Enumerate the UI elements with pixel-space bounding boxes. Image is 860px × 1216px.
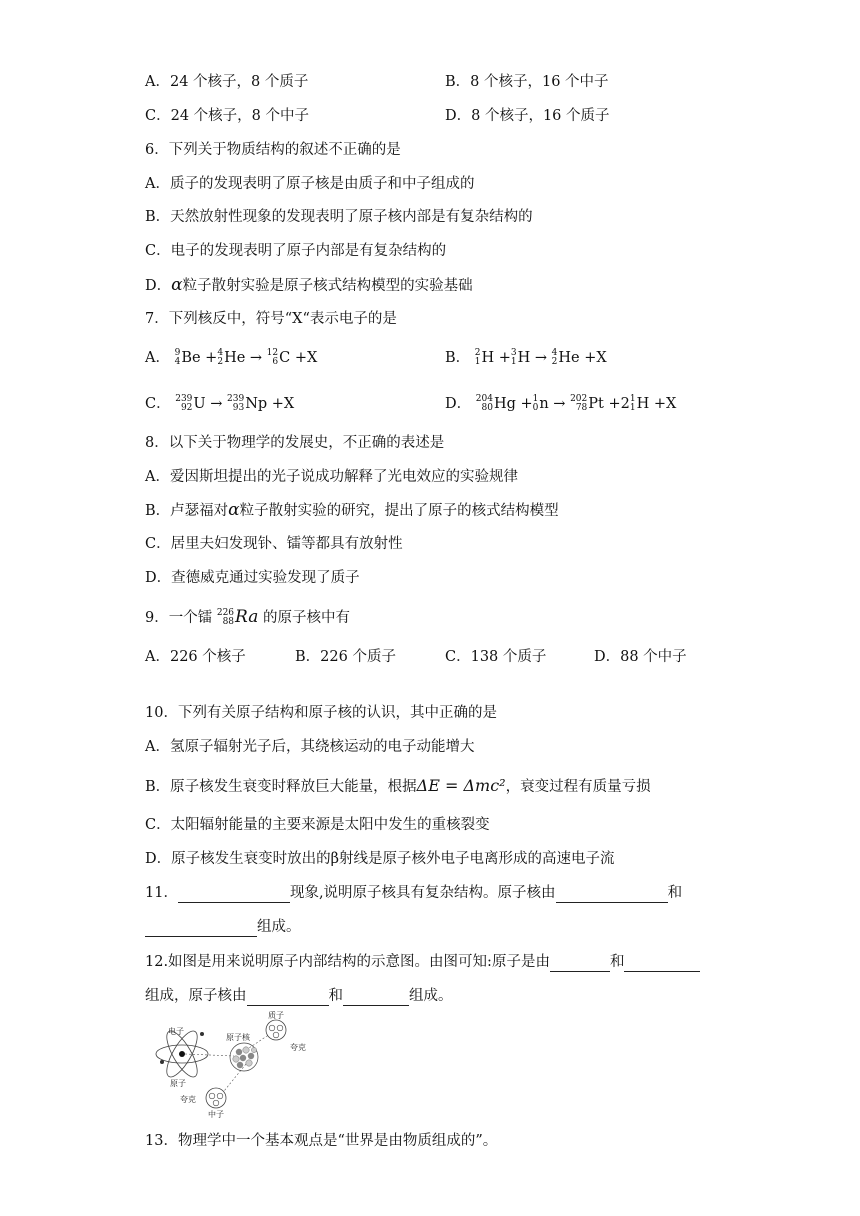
q8-option-c: C．居里夫妇发现钋、镭等都具有放射性 (145, 536, 403, 552)
mass-energy-formula: ΔE = Δmc² (416, 776, 506, 795)
q9-stem (145, 607, 350, 628)
label-nucleus: 原子核 (226, 1033, 250, 1042)
answer-blank[interactable] (550, 957, 610, 972)
q7-option-c (145, 394, 294, 414)
answer-blank[interactable] (556, 888, 668, 903)
q10-option-a: A．氢原子辐射光子后，其绕核运动的电子动能增大 (145, 739, 475, 755)
q5-option-b: B．8 个核子，16 个中子 (445, 74, 609, 90)
q11-line2 (145, 917, 301, 937)
q7-option-c-label: C． (145, 396, 171, 412)
q9-option-b: B．226 个质子 (295, 649, 396, 665)
q7-option-a (145, 348, 317, 368)
q12-text1: 12.如图是用来说明原子内部结构的示意图。由图可知:原子是由 (145, 954, 550, 970)
q9-stem-prefix: 9．一个镭 (145, 610, 213, 626)
q11-number: 11． (145, 885, 178, 901)
q7-option-a-label: A． (145, 350, 170, 366)
proton (266, 1020, 286, 1040)
q12-text4: 和 (328, 988, 343, 1004)
q11-text1: 现象,说明原子核具有复杂结构。原子核由 (289, 885, 556, 901)
alpha-symbol: α (228, 500, 240, 520)
q7-option-d-label: D． (445, 396, 472, 412)
q8-option-b-label: B．卢瑟福对 (145, 503, 229, 519)
label-atom: 原子 (170, 1079, 186, 1088)
q7-option-a-equation: 9 4 Be + 4 2 He → 12 6 C +X (174, 348, 318, 367)
q7-option-d (445, 394, 676, 414)
q8-stem: 8．以下关于物理学的发展史，不正确的表述是 (145, 435, 445, 451)
q8-option-a: A．爱因斯坦提出的光子说成功解释了光电效应的实验规律 (145, 469, 518, 485)
q6-option-a: A．质子的发现表明了原子核是由质子和中子组成的 (145, 176, 475, 192)
alpha-symbol: α (171, 275, 183, 295)
q10-option-b (145, 776, 651, 797)
q5-option-a: A．24 个核子，8 个质子 (145, 74, 309, 90)
q9-option-a: A．226 个核子 (145, 649, 246, 665)
label-quark: 夸克 (290, 1043, 306, 1052)
q10-option-b-prefix: B．原子核发生衰变时释放巨大能量，根据 (145, 779, 417, 795)
q6-stem: 6．下列关于物质结构的叙述不正确的是 (145, 142, 401, 158)
neutron (206, 1088, 226, 1108)
radium-mass-number: 226 (216, 608, 235, 618)
q10-option-c: C．太阳辐射能量的主要来源是太阳中发生的重核裂变 (145, 817, 490, 833)
answer-blank[interactable] (178, 888, 290, 903)
radium-symbol: Ra (235, 607, 259, 627)
q6-option-c: C．电子的发现表明了原子内部是有复杂结构的 (145, 243, 447, 259)
q12-text5: 组成。 (409, 988, 453, 1004)
nucleus (230, 1043, 258, 1071)
label-quark: 夸克 (180, 1095, 196, 1104)
q12-line1 (145, 952, 700, 972)
q9-option-d: D．88 个中子 (594, 649, 687, 665)
q9-stem-suffix: 的原子核中有 (262, 610, 350, 626)
q11-text2: 和 (667, 885, 683, 901)
q10-option-b-suffix: ，衰变过程有质量亏损 (505, 779, 651, 795)
q7-option-b-equation: 2 1 H + 3 1 H → 4 2 He +X (474, 348, 607, 367)
q7-option-b-label: B． (445, 350, 471, 366)
label-electron: 电子 (168, 1027, 184, 1036)
q7-option-d-equation: 204 80 Hg + 1 0 n → 202 78 Pt +2 1 1 H +X (475, 394, 677, 413)
q13-stem: 13．物理学中一个基本观点是“世界是由物质组成的”。 (145, 1133, 498, 1149)
q11-text3: 组成。 (257, 919, 301, 935)
q5-option-d: D．8 个核子，16 个质子 (445, 108, 610, 124)
answer-blank[interactable] (145, 922, 257, 937)
q7-stem: 7．下列核反中，符号“X“表示电子的是 (145, 311, 397, 327)
q8-option-b (145, 500, 559, 521)
q11-line1 (145, 883, 682, 903)
q6-option-d-label: D． (145, 278, 172, 294)
q6-option-d-text: 粒子散射实验是原子核式结构模型的实验基础 (182, 278, 473, 294)
q6-option-b: B．天然放射性现象的发现表明了原子核内部是有复杂结构的 (145, 209, 533, 225)
radium-atomic-number: 88 (222, 617, 235, 627)
q7-option-c-equation: 239 92 U → 239 93 Np +X (175, 394, 295, 413)
answer-blank[interactable] (247, 991, 329, 1006)
answer-blank[interactable] (624, 957, 700, 972)
atom-structure-diagram (150, 1010, 310, 1118)
label-proton: 质子 (268, 1011, 284, 1020)
q10-option-d: D．原子核发生衰变时放出的β射线是原子核外电子电离形成的高速电子流 (145, 851, 615, 867)
label-neutron: 中子 (208, 1110, 224, 1118)
electron-dot (160, 1060, 164, 1064)
q9-option-c: C．138 个质子 (445, 649, 547, 665)
q6-option-d (145, 275, 473, 296)
q8-option-b-text: 粒子散射实验的研究，提出了原子的核式结构模型 (239, 503, 559, 519)
q7-option-b (445, 348, 607, 368)
q8-option-d: D．查德威克通过实验发现了质子 (145, 570, 360, 586)
answer-blank[interactable] (343, 991, 409, 1006)
q12-text2: 和 (609, 954, 625, 970)
radium-nuclide-numbers (217, 609, 234, 627)
q5-option-c: C．24 个核子，8 个中子 (145, 108, 309, 124)
q12-line2 (145, 986, 453, 1006)
q12-text3: 组成，原子核由 (145, 988, 247, 1004)
q10-stem: 10．下列有关原子结构和原子核的认识，其中正确的是 (145, 705, 497, 721)
electron-dot (200, 1032, 204, 1036)
